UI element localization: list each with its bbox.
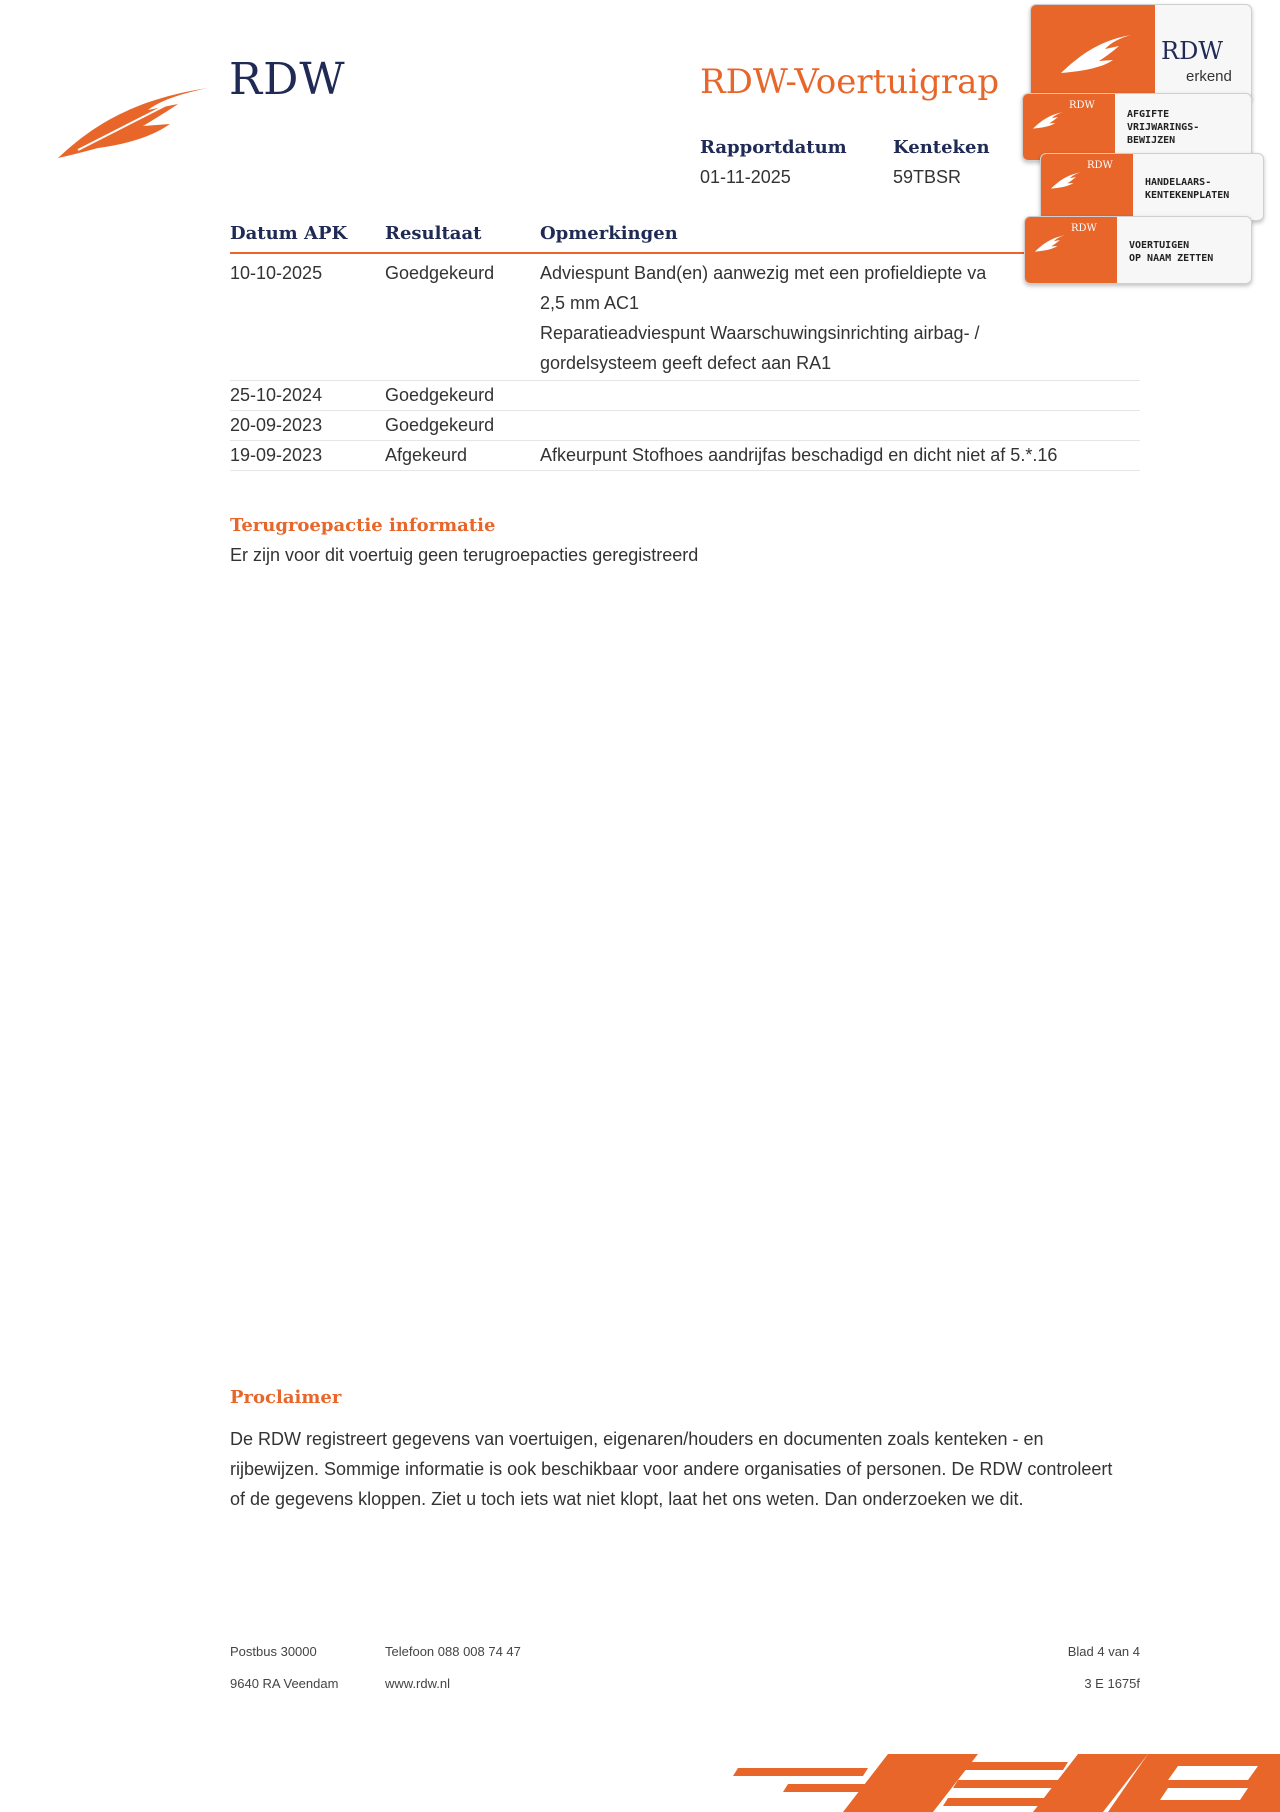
proclaimer-title: Proclaimer	[230, 1387, 342, 1408]
badge-text-line: VOERTUIGEN	[1129, 240, 1190, 251]
feather-icon	[1035, 233, 1065, 253]
cell-result: Goedgekeurd	[385, 415, 495, 435]
badge-voertuigen-op-naam-zetten	[1024, 216, 1252, 284]
footer-phone: Telefoon 088 008 74 47	[385, 1644, 521, 1659]
table-row	[230, 254, 1140, 381]
remarks-line: 2,5 mm AC1	[540, 293, 640, 313]
badge-handelaarskentekenplaten	[1040, 153, 1264, 221]
feather-icon	[1061, 31, 1131, 75]
badge-orange-panel	[1025, 217, 1117, 283]
badge-afgifte-vrijwaringsbewijzen	[1022, 93, 1252, 161]
remarks-line: Adviespunt Band(en) aanwezig met een profieldiepte va	[540, 263, 987, 283]
badge-orange-panel	[1041, 154, 1133, 220]
footer-website-link[interactable]: www.rdw.nl	[385, 1676, 451, 1691]
rdw-erkend-badge	[1030, 4, 1252, 102]
remarks-line: gordelsysteem geeft defect aan RA1	[540, 353, 832, 373]
rdw-feather-logo-icon	[58, 80, 208, 160]
recall-text: Er zijn voor dit voertuig geen terugroepacties geregistreerd	[230, 545, 699, 565]
column-header-result: Resultaat	[385, 223, 482, 244]
feather-icon	[1051, 170, 1081, 190]
footer-postbus: Postbus 30000	[230, 1644, 317, 1659]
recall-section-title: Terugroepactie informatie	[230, 515, 496, 536]
badge-text	[1145, 176, 1229, 202]
remarks-line: Reparatieadviespunt Waarschuwingsinrichting airbag- /	[540, 323, 980, 343]
badge-text-line: OP NAAM ZETTEN	[1129, 253, 1214, 264]
cell-date: 10-10-2025	[230, 263, 323, 283]
report-date-label: Rapportdatum	[700, 137, 847, 158]
badge-text-line: HANDELAARS-	[1145, 177, 1212, 188]
cell-date: 19-09-2023	[230, 445, 323, 465]
cell-date: 25-10-2024	[230, 385, 323, 405]
badge-text	[1127, 108, 1199, 147]
badge-rdw-label: RDW	[1161, 37, 1223, 65]
badge-mini-rdw-label: RDW	[1069, 100, 1095, 111]
badge-text	[1129, 239, 1213, 265]
badge-text-line: KENTEKENPLATEN	[1145, 190, 1230, 201]
badge-text-line: AFGIFTE	[1127, 109, 1170, 120]
badge-text-line: BEWIJZEN	[1127, 135, 1176, 146]
footer-stripes-decoration-icon	[728, 1740, 1280, 1812]
badge-mini-rdw-label: RDW	[1087, 160, 1113, 171]
footer-city: 9640 RA Veendam	[230, 1676, 339, 1691]
logo-wordmark: RDW	[229, 54, 346, 105]
badge-orange-panel	[1031, 5, 1155, 101]
cell-remarks	[540, 258, 1010, 378]
cell-result: Afgekeurd	[385, 445, 468, 465]
table-row	[230, 410, 1140, 441]
footer-page-number: Blad 4 van 4	[1067, 1644, 1140, 1659]
badge-mini-rdw-label: RDW	[1071, 223, 1097, 234]
plate-value: 59TBSR	[893, 167, 962, 187]
feather-icon	[1033, 110, 1063, 130]
badge-text-line: VRIJWARINGS-	[1127, 122, 1200, 133]
badge-orange-panel	[1023, 94, 1115, 160]
page-title: RDW-Voertuigrap	[700, 62, 1000, 102]
footer-doc-code: 3 E 1675f	[1084, 1676, 1140, 1691]
table-row	[230, 380, 1140, 411]
cell-remarks: Afkeurpunt Stofhoes aandrijfas beschadigd en dicht niet af 5.*.16	[540, 445, 1058, 465]
report-date-value: 01-11-2025	[700, 167, 791, 187]
plate-label: Kenteken	[893, 137, 990, 158]
cell-date: 20-09-2023	[230, 415, 323, 435]
column-header-date: Datum APK	[230, 223, 348, 244]
cell-result: Goedgekeurd	[385, 385, 495, 405]
cell-result: Goedgekeurd	[385, 263, 495, 283]
badge-erkend-label: erkend	[1186, 68, 1232, 85]
proclaimer-text: De RDW registreert gegevens van voertuigen, eigenaren/houders en documenten zoals kenteken - en rijbewijzen. Sommige informatie is ook beschikbaar voor andere organisaties of personen. De RDW controleert of de gegevens kloppen. Ziet u toch iets wat niet klopt, laat het ons weten. Dan onderzoeken we dit.	[230, 1429, 1113, 1509]
column-header-remarks: Opmerkingen	[540, 223, 678, 244]
table-row	[230, 440, 1140, 471]
